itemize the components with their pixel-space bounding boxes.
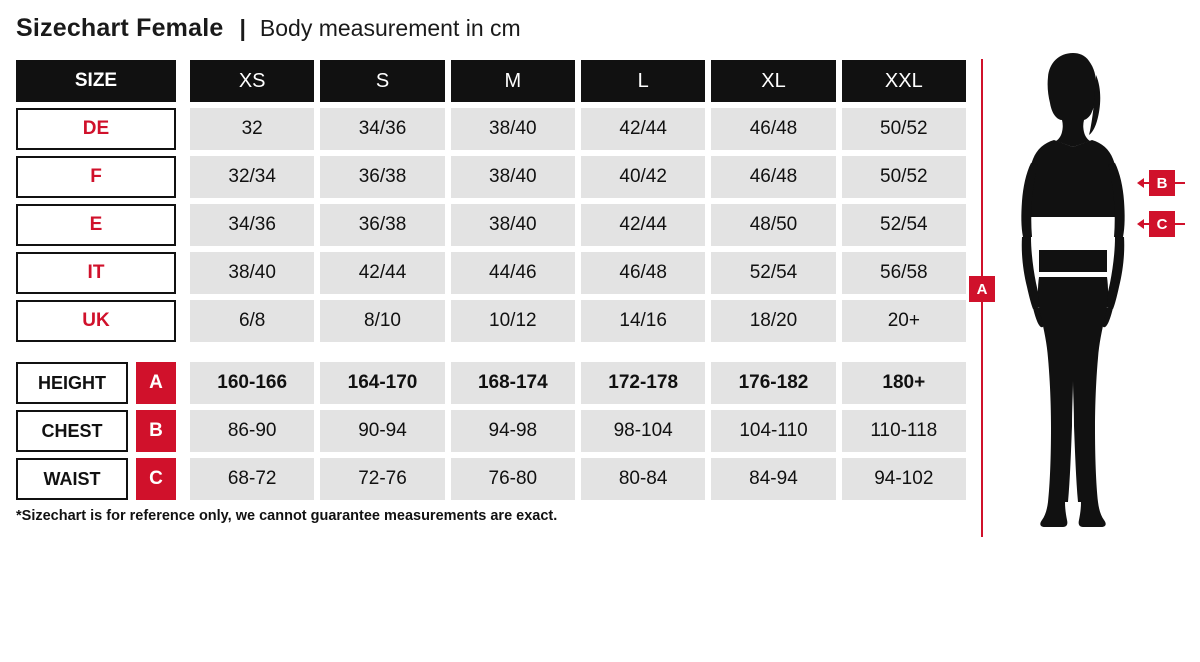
column-spacer <box>176 410 190 452</box>
marker-c: C <box>136 458 176 500</box>
table-header-row <box>16 60 966 102</box>
cell-f-m: 38/40 <box>451 156 575 198</box>
row-label-e: E <box>16 204 176 246</box>
cell-e-m: 38/40 <box>451 204 575 246</box>
table-row <box>16 156 966 198</box>
cell-it-s: 42/44 <box>320 252 444 294</box>
cell-de-l: 42/44 <box>581 108 705 150</box>
table-row <box>16 252 966 294</box>
row-cells-de <box>190 108 966 150</box>
female-body-silhouette-icon <box>1003 45 1143 530</box>
cell-chest-l: 98-104 <box>581 410 705 452</box>
badge-c: C <box>1149 211 1175 237</box>
column-spacer <box>176 108 190 150</box>
column-spacer <box>176 300 190 342</box>
column-spacer <box>176 156 190 198</box>
page-title <box>16 14 521 43</box>
cell-de-xxl: 50/52 <box>842 108 966 150</box>
cell-f-xxl: 50/52 <box>842 156 966 198</box>
title-subtitle: Body measurement in cm <box>259 15 521 41</box>
row-label-waist: WAIST <box>16 458 128 500</box>
cell-de-xs: 32 <box>190 108 314 150</box>
cell-waist-xl: 84-94 <box>711 458 835 500</box>
size-header-xxl: XXL <box>842 60 966 102</box>
cell-height-m: 168-174 <box>451 362 575 404</box>
cell-e-xxl: 52/54 <box>842 204 966 246</box>
row-label-de: DE <box>16 108 176 150</box>
cell-de-xl: 46/48 <box>711 108 835 150</box>
column-spacer <box>176 60 190 102</box>
cell-chest-xl: 104-110 <box>711 410 835 452</box>
cell-de-s: 34/36 <box>320 108 444 150</box>
cell-chest-s: 90-94 <box>320 410 444 452</box>
cell-waist-m: 76-80 <box>451 458 575 500</box>
cell-waist-s: 72-76 <box>320 458 444 500</box>
marker-b: B <box>136 410 176 452</box>
cell-waist-xxl: 94-102 <box>842 458 966 500</box>
table-row <box>16 362 966 404</box>
cell-it-xxl: 56/58 <box>842 252 966 294</box>
cell-height-xs: 160-166 <box>190 362 314 404</box>
cell-chest-xxl: 110-118 <box>842 410 966 452</box>
cell-height-s: 164-170 <box>320 362 444 404</box>
row-cells-waist <box>190 458 966 500</box>
size-header-l: L <box>581 60 705 102</box>
cell-waist-l: 80-84 <box>581 458 705 500</box>
title-separator: | <box>239 15 246 41</box>
cell-height-xxl: 180+ <box>842 362 966 404</box>
cell-chest-xs: 86-90 <box>190 410 314 452</box>
cell-f-xl: 46/48 <box>711 156 835 198</box>
cell-it-xs: 38/40 <box>190 252 314 294</box>
row-cells-e <box>190 204 966 246</box>
row-cells-uk <box>190 300 966 342</box>
row-label-chest: CHEST <box>16 410 128 452</box>
marker-a: A <box>136 362 176 404</box>
column-spacer <box>176 252 190 294</box>
table-row <box>16 458 966 500</box>
size-header-xl: XL <box>711 60 835 102</box>
cell-e-s: 36/38 <box>320 204 444 246</box>
figure-panel <box>965 45 1200 535</box>
size-table <box>16 60 966 506</box>
header-size-cells <box>190 60 966 102</box>
size-header-m: M <box>451 60 575 102</box>
row-cells-height <box>190 362 966 404</box>
cell-it-xl: 52/54 <box>711 252 835 294</box>
cell-e-l: 42/44 <box>581 204 705 246</box>
cell-uk-m: 10/12 <box>451 300 575 342</box>
table-row <box>16 410 966 452</box>
row-label-f: F <box>16 156 176 198</box>
cell-f-xs: 32/34 <box>190 156 314 198</box>
column-spacer <box>176 362 190 404</box>
table-row <box>16 300 966 342</box>
size-header-s: S <box>320 60 444 102</box>
header-size-label: SIZE <box>16 60 176 102</box>
badge-b: B <box>1149 170 1175 196</box>
row-label-height: HEIGHT <box>16 362 128 404</box>
cell-it-m: 44/46 <box>451 252 575 294</box>
cell-e-xl: 48/50 <box>711 204 835 246</box>
cell-chest-m: 94-98 <box>451 410 575 452</box>
badge-a: A <box>969 276 995 302</box>
row-cells-chest <box>190 410 966 452</box>
footnote-text: *Sizechart is for reference only, we cannot guarantee measurements are exact. <box>16 508 558 524</box>
title-main: Sizechart Female <box>16 14 224 42</box>
cell-f-s: 36/38 <box>320 156 444 198</box>
cell-f-l: 40/42 <box>581 156 705 198</box>
cell-uk-xl: 18/20 <box>711 300 835 342</box>
cell-de-m: 38/40 <box>451 108 575 150</box>
size-header-xs: XS <box>190 60 314 102</box>
cell-uk-xs: 6/8 <box>190 300 314 342</box>
column-spacer <box>176 204 190 246</box>
table-row <box>16 204 966 246</box>
cell-e-xs: 34/36 <box>190 204 314 246</box>
cell-uk-s: 8/10 <box>320 300 444 342</box>
row-label-uk: UK <box>16 300 176 342</box>
cell-it-l: 46/48 <box>581 252 705 294</box>
cell-height-l: 172-178 <box>581 362 705 404</box>
cell-height-xl: 176-182 <box>711 362 835 404</box>
cell-waist-xs: 68-72 <box>190 458 314 500</box>
row-cells-f <box>190 156 966 198</box>
cell-uk-l: 14/16 <box>581 300 705 342</box>
table-row <box>16 108 966 150</box>
row-label-it: IT <box>16 252 176 294</box>
cell-uk-xxl: 20+ <box>842 300 966 342</box>
column-spacer <box>176 458 190 500</box>
row-cells-it <box>190 252 966 294</box>
